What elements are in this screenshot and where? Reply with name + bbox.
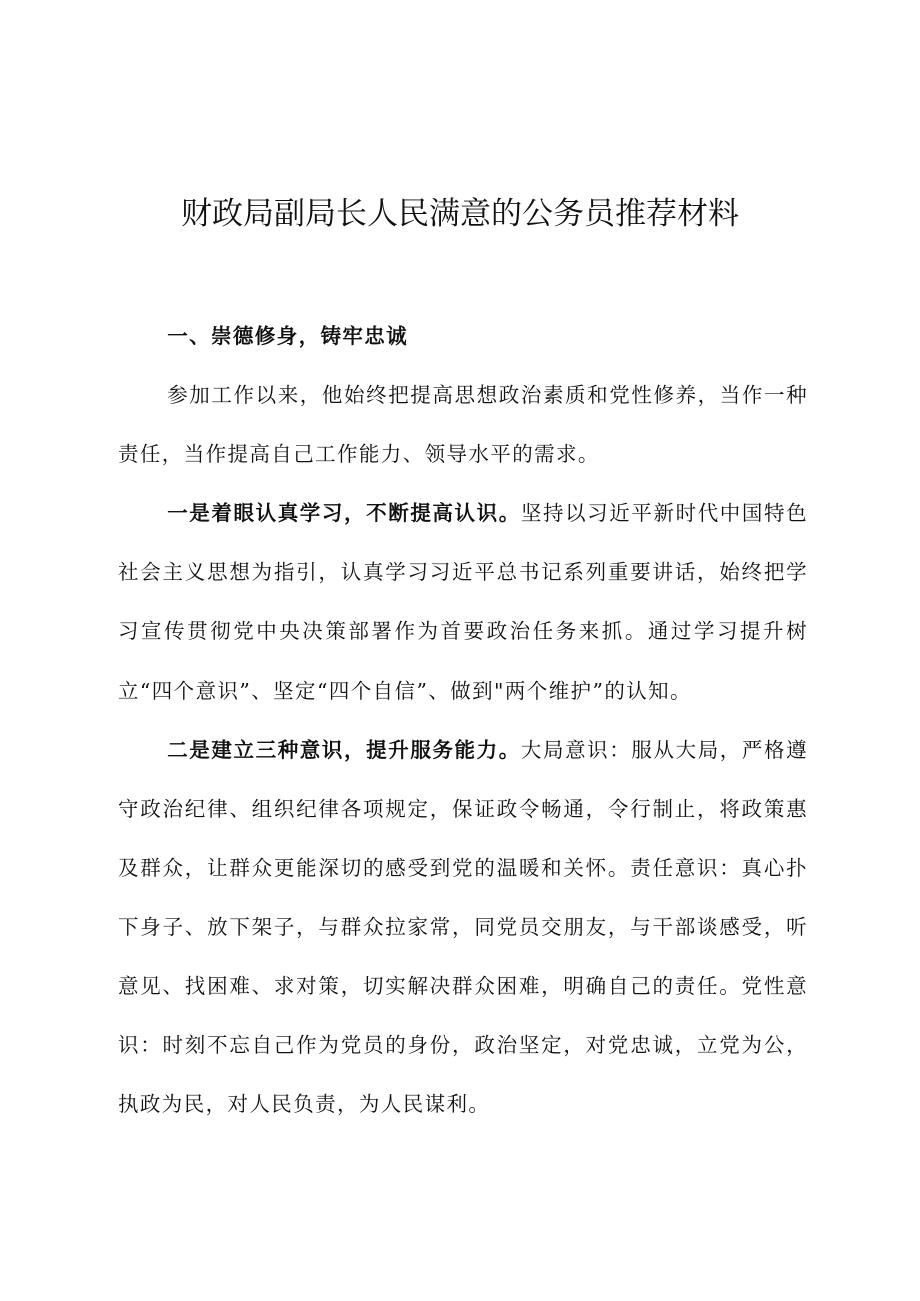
paragraph-awareness-text: 大局意识：服从大局，严格遵守政治纪律、组织纪律各项规定，保证政令畅通，令行制止，将政策惠及群众，让群众更能深切的感受到党的温暖和关怀。责任意识：真心扑下身子、放下架子，与群众拉家常，同党员交朋友，与干部谈感受，听意见、找困难、求对策，切实解决群众困难，明确自己的责任。党性意识：时刻不忘自己作为党员的身份，政治坚定，对党忠诚，立党为公，执政为民，对人民负责，为人民谋利。 xyxy=(118,737,809,1117)
paragraph-study xyxy=(118,484,808,720)
paragraph-awareness xyxy=(118,721,808,1135)
paragraph-study-text: 坚持以习近平新时代中国特色社会主义思想为指引，认真学习习近平总书记系列重要讲话，始终把学习宣传贯彻党中央决策部署作为首要政治任务来抓。通过学习提升树立“四个意识”、坚定“四个自信”、做到"两个维护”的认知。 xyxy=(118,501,809,703)
paragraph-study-lead: 一是着眼认真学习，不断提高认识。 xyxy=(167,501,521,526)
document-body xyxy=(118,307,808,1134)
section-heading: 一、崇德修身，铸牢忠诚 xyxy=(167,324,409,348)
paragraph-intro: 参加工作以来，他始终把提高思想政治素质和党性修养，当作一种责任，当作提高自己工作能力、领导水平的需求。 xyxy=(118,383,808,467)
document-title: 财政局副局长人民满意的公务员推荐材料 xyxy=(181,196,739,232)
paragraph-awareness-lead: 二是建立三种意识，提升服务能力。 xyxy=(167,737,521,762)
